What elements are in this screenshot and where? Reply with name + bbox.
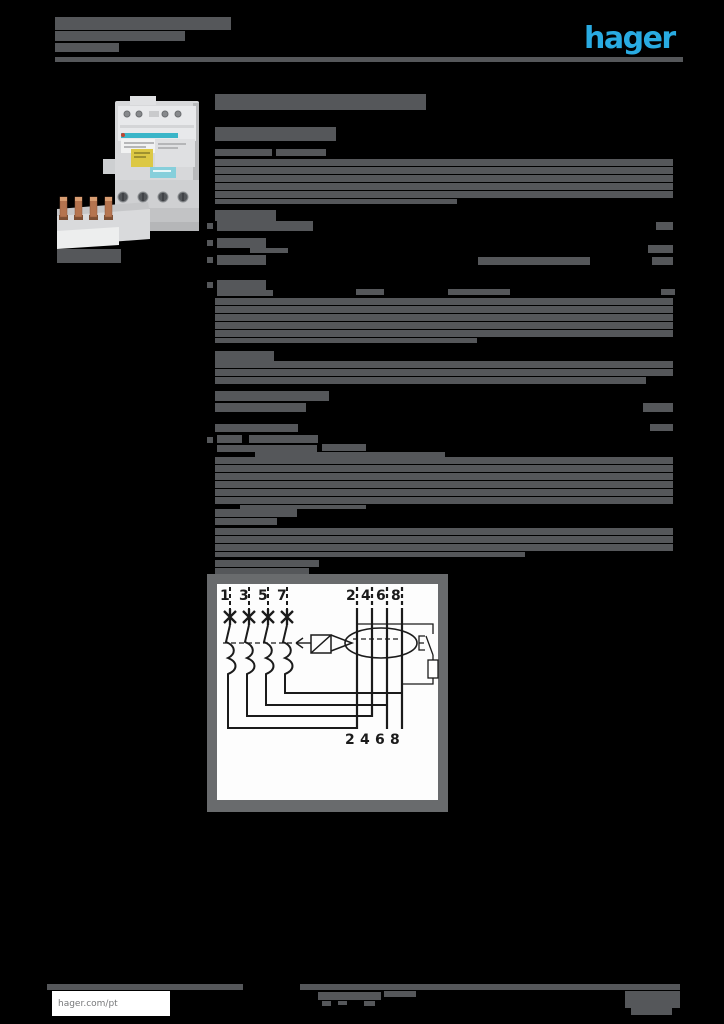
product-photo [57, 85, 215, 265]
redacted-text-bar [215, 377, 646, 384]
redacted-text-bar [215, 127, 336, 141]
redacted-text-bar [215, 457, 673, 464]
redacted-text-bar [215, 481, 673, 488]
terminal-label: 2 [346, 588, 356, 604]
redacted-text-bar [217, 445, 317, 452]
redacted-text-bar [215, 149, 272, 156]
redacted-text-bar [215, 403, 306, 412]
redacted-text-bar [661, 289, 675, 295]
redacted-text-bar [249, 435, 318, 443]
redacted-text-bar [215, 199, 457, 204]
redacted-text-bar [276, 149, 326, 156]
redacted-text-bar [215, 473, 673, 480]
redacted-text-bar [215, 552, 525, 557]
redacted-text-bar [322, 444, 366, 451]
redacted-text-bar [55, 57, 683, 62]
footer-url-text: hager.com/pt [58, 998, 118, 1009]
redacted-text-bar [656, 222, 673, 230]
redacted-text-bar [215, 509, 297, 517]
terminal-label: 8 [391, 588, 401, 604]
redacted-text-bar [648, 245, 673, 253]
terminal-label: 5 [258, 588, 268, 604]
redacted-text-bar [215, 314, 673, 321]
redacted-text-bar [215, 544, 673, 551]
terminal-label: 6 [376, 588, 386, 604]
redacted-text-bar [318, 992, 381, 1000]
redacted-text-bar [215, 322, 673, 329]
redacted-text-bar [217, 280, 266, 290]
redacted-text-bar [215, 528, 673, 535]
terminal-label: 1 [220, 588, 230, 604]
redacted-text-bar [338, 1001, 347, 1005]
redacted-text-bar [643, 403, 673, 412]
terminal-label: 4 [360, 732, 370, 748]
footer-url-box[interactable] [52, 991, 170, 1016]
terminal-label: 3 [239, 588, 249, 604]
redacted-text-bar [207, 437, 213, 443]
redacted-text-bar [55, 17, 231, 30]
redacted-text-bar [215, 560, 319, 567]
redacted-text-bar [217, 238, 266, 248]
redacted-text-bar [215, 424, 298, 432]
redacted-text-bar [215, 167, 673, 174]
redacted-text-bar [55, 31, 185, 41]
redacted-text-bar [384, 991, 416, 997]
redacted-text-bar [217, 290, 273, 296]
redacted-text-bar [215, 191, 673, 198]
terminal-label: 4 [361, 588, 371, 604]
redacted-text-bar [215, 391, 329, 401]
redacted-text-bar [215, 338, 477, 343]
redacted-text-bar [215, 210, 276, 221]
status-indicator-dot [121, 133, 125, 137]
redacted-text-bar [478, 257, 590, 265]
hager-logo: hager [584, 21, 675, 56]
terminal-label: 7 [277, 588, 287, 604]
redacted-text-bar [215, 94, 426, 110]
redacted-text-bar [215, 330, 673, 337]
redacted-text-bar [652, 257, 673, 265]
redacted-text-bar [356, 289, 384, 295]
redacted-text-bar [215, 361, 673, 368]
terminal-label: 2 [345, 732, 355, 748]
redacted-text-bar [215, 183, 673, 190]
redacted-text-bar [215, 306, 673, 313]
redacted-text-bar [47, 984, 243, 990]
redacted-text-bar [625, 991, 680, 1008]
redacted-text-bar [448, 289, 510, 295]
redacted-text-bar [650, 424, 673, 431]
redacted-text-bar [215, 536, 673, 543]
redacted-text-bar [215, 159, 673, 166]
redacted-text-bar [215, 497, 673, 504]
redacted-text-bar [217, 435, 242, 443]
redacted-text-bar [215, 489, 673, 496]
redacted-text-bar [55, 43, 119, 52]
terminal-label: 8 [390, 732, 400, 748]
terminal-label: 6 [375, 732, 385, 748]
wiring-diagram [207, 574, 448, 812]
redacted-text-bar [207, 282, 213, 288]
redacted-text-bar [215, 518, 277, 525]
redacted-text-bar [217, 255, 266, 265]
redacted-text-bar [322, 1001, 331, 1006]
redacted-text-bar [631, 1008, 672, 1015]
cyan-stripe [121, 133, 178, 138]
device-top-tab [130, 96, 156, 105]
redacted-text-bar [215, 175, 673, 182]
redacted-text-bar [215, 465, 673, 472]
busbar-assembly [57, 197, 150, 249]
side-lever [103, 159, 115, 174]
redacted-text-bar [364, 1001, 375, 1006]
redacted-text-bar [215, 298, 673, 305]
redacted-text-bar [250, 248, 288, 253]
redacted-text-bar [300, 984, 680, 990]
redacted-text-bar [215, 369, 673, 376]
redacted-text-bar [217, 221, 313, 231]
